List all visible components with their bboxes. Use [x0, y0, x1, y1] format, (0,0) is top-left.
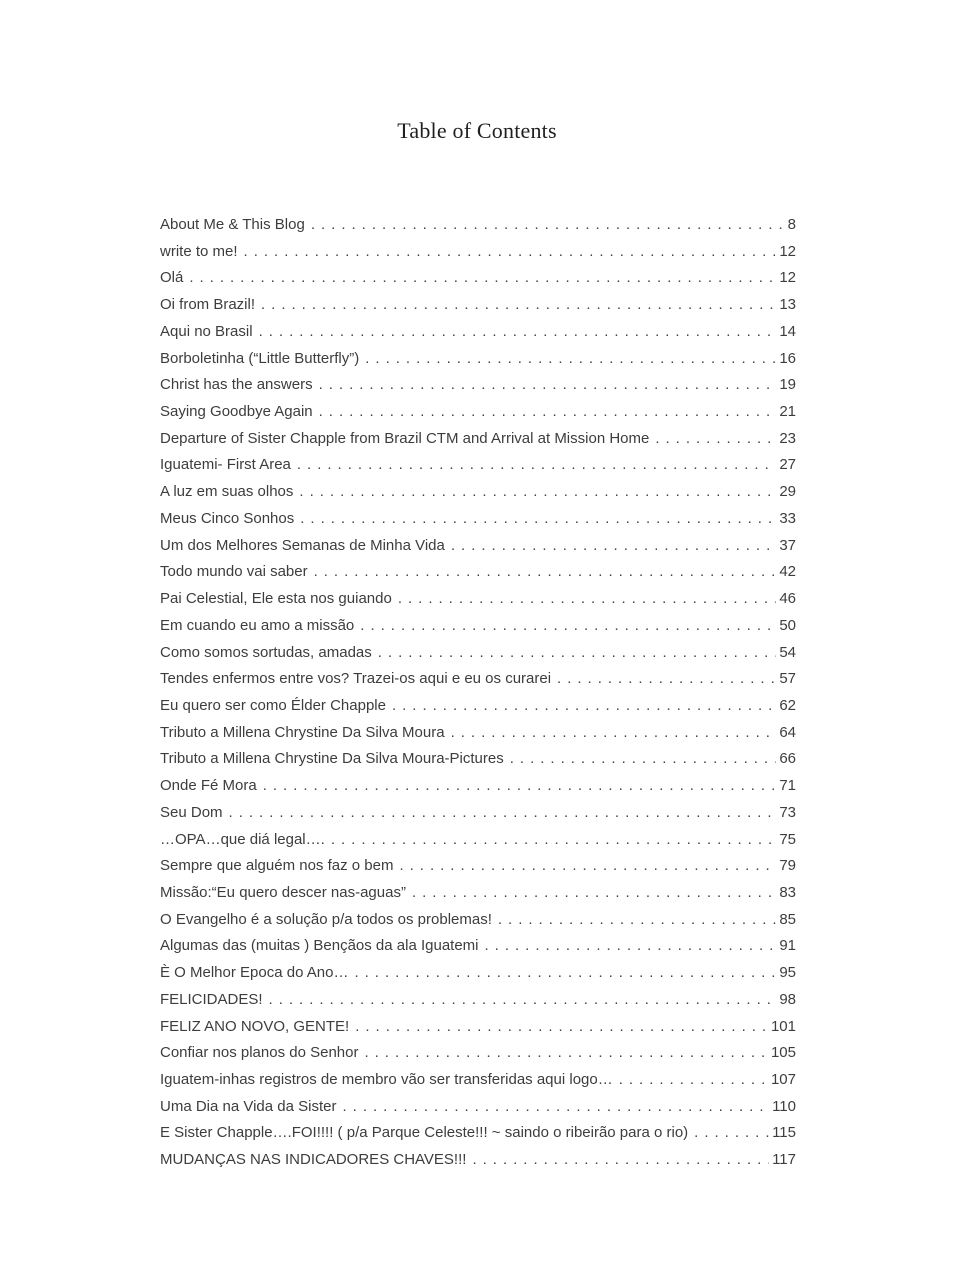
toc-entry-label: Confiar nos planos do Senhor — [160, 1044, 359, 1062]
dot-leader — [399, 853, 776, 880]
dot-leader — [229, 800, 777, 827]
toc-entry — [160, 933, 796, 960]
toc-entry-label: Algumas das (muitas ) Bençãos da ala Iguatemi — [160, 937, 479, 955]
toc-entry — [160, 399, 796, 426]
dot-leader — [364, 1040, 768, 1067]
toc-entry-label: Sempre que alguém nos faz o bem — [160, 857, 394, 875]
dot-leader — [259, 319, 777, 346]
toc-entry — [160, 773, 796, 800]
toc-entry-page: 91 — [779, 937, 796, 955]
toc-entry — [160, 372, 796, 399]
toc-entry-page: 13 — [779, 296, 796, 314]
toc-entry-page: 110 — [772, 1097, 796, 1115]
toc-entry-page: 71 — [779, 777, 796, 795]
toc-entry-label: Em cuando eu amo a missão — [160, 616, 355, 634]
toc-entry-page: 57 — [779, 670, 796, 688]
toc-entry-label: Aqui no Brasil — [160, 322, 253, 340]
toc-entry — [160, 452, 796, 479]
toc-entry-label: O Evangelho é a solução p/a todos os problemas! — [160, 910, 492, 928]
dot-leader — [378, 640, 777, 667]
toc-entry-label: Uma Dia na Vida da Sister — [160, 1097, 337, 1115]
dot-leader — [263, 773, 777, 800]
toc-entry-page: 95 — [779, 964, 796, 982]
toc-entry-page: 16 — [779, 349, 796, 367]
toc-entry — [160, 720, 796, 747]
dot-leader — [342, 1094, 769, 1121]
toc-entry-label: Tendes enfermos entre vos? Trazei-os aqui e eu os curarei — [160, 670, 552, 688]
toc-entry — [160, 426, 796, 453]
toc-entry-label: Borboletinha (“Little Butterfly”) — [160, 349, 360, 367]
dot-leader — [498, 907, 776, 934]
toc-entry-label: Tributo a Millena Chrystine Da Silva Moura-Pictures — [160, 750, 504, 768]
toc-entry-page: 79 — [779, 857, 796, 875]
toc-entry-page: 37 — [779, 536, 796, 554]
dot-leader — [557, 666, 776, 693]
toc-entry — [160, 1094, 796, 1121]
toc-entry-page: 8 — [787, 216, 796, 233]
toc-entry-label: Eu quero ser como Élder Chapple — [160, 696, 386, 714]
toc-entry — [160, 960, 796, 987]
toc-entry-label: Como somos sortudas, amadas — [160, 643, 372, 661]
toc-entry — [160, 693, 796, 720]
toc-entry — [160, 800, 796, 827]
dot-leader — [331, 827, 777, 854]
toc-entry — [160, 880, 796, 907]
toc-entry-label: Meus Cinco Sonhos — [160, 509, 295, 527]
toc-entry-page: 62 — [779, 696, 796, 714]
toc-entry-page: 83 — [779, 883, 796, 901]
toc-entry-label: …OPA…que diá legal…. — [160, 830, 325, 848]
toc-entry-page: 14 — [779, 322, 796, 340]
dot-leader — [360, 613, 776, 640]
toc-entry — [160, 1040, 796, 1067]
toc-entry — [160, 586, 796, 613]
toc-entry — [160, 1147, 796, 1174]
dot-leader — [300, 506, 776, 533]
dot-leader — [694, 1120, 769, 1147]
toc-entry-page: 64 — [779, 723, 796, 741]
toc-entry-label: Olá — [160, 269, 184, 287]
page-title: Table of Contents — [397, 118, 557, 143]
toc-entry-label: Oi from Brazil! — [160, 296, 256, 314]
toc-entry — [160, 559, 796, 586]
toc-entry — [160, 239, 796, 266]
toc-entry-page: 117 — [772, 1151, 796, 1169]
toc-entry — [160, 265, 796, 292]
dot-leader — [412, 880, 776, 907]
toc-entry-label: Missão:“Eu quero descer nas-aguas” — [160, 883, 406, 901]
dot-leader — [354, 960, 776, 987]
toc-entry — [160, 746, 796, 773]
toc-entry-page: 29 — [779, 483, 796, 501]
toc-list — [160, 212, 796, 1174]
toc-entry — [160, 533, 796, 560]
toc-entry — [160, 907, 796, 934]
dot-leader — [261, 292, 776, 319]
toc-entry-label: Todo mundo vai saber — [160, 563, 308, 581]
dot-leader — [392, 693, 776, 720]
toc-entry-page: 54 — [779, 643, 796, 661]
toc-entry-label: Um dos Melhores Semanas de Minha Vida — [160, 536, 445, 554]
toc-entry-label: FELICIDADES! — [160, 990, 263, 1008]
toc-entry-page: 66 — [779, 750, 796, 768]
toc-entry — [160, 666, 796, 693]
toc-entry — [160, 640, 796, 667]
toc-entry-label: Seu Dom — [160, 803, 223, 821]
dot-leader — [398, 586, 777, 613]
toc-entry — [160, 479, 796, 506]
toc-entry-label: About Me & This Blog — [160, 216, 305, 233]
toc-entry — [160, 212, 796, 239]
toc-entry-label: Onde Fé Mora — [160, 777, 257, 795]
toc-entry-page: 107 — [770, 1071, 796, 1088]
toc-entry-label: MUDANÇAS NAS INDICADORES CHAVES!!! — [160, 1151, 467, 1169]
dot-leader — [451, 533, 776, 560]
dot-leader — [355, 1014, 768, 1041]
toc-entry — [160, 987, 796, 1014]
toc-entry-page: 46 — [779, 590, 796, 608]
toc-entry — [160, 827, 796, 854]
toc-entry-label: Saying Goodbye Again — [160, 403, 313, 421]
dot-leader — [319, 399, 777, 426]
toc-entry-page: 85 — [779, 910, 796, 928]
toc-entry-label: Pai Celestial, Ele esta nos guiando — [160, 590, 392, 608]
toc-entry — [160, 346, 796, 373]
dot-leader — [244, 239, 777, 266]
toc-entry-page: 105 — [770, 1044, 796, 1062]
dot-leader — [269, 987, 777, 1014]
toc-entry-label: E Sister Chapple….FOI!!!! ( p/a Parque Celeste!!! ~ saindo o ribeirão para o rio) — [160, 1124, 689, 1142]
dot-leader — [314, 559, 777, 586]
dot-leader — [619, 1067, 768, 1094]
toc-entry-label: Iguatemi- First Area — [160, 456, 291, 474]
dot-leader — [655, 426, 776, 453]
dot-leader — [510, 746, 777, 773]
toc-entry-label: FELIZ ANO NOVO, GENTE! — [160, 1017, 350, 1035]
dot-leader — [299, 479, 776, 506]
toc-entry-page: 98 — [779, 990, 796, 1008]
dot-leader — [365, 346, 776, 373]
toc-entry-page: 75 — [779, 830, 796, 848]
toc-entry — [160, 319, 796, 346]
toc-entry — [160, 1120, 796, 1147]
toc-entry-label: A luz em suas olhos — [160, 483, 294, 501]
toc-entry — [160, 292, 796, 319]
toc-entry-label: Tributo a Millena Chrystine Da Silva Moura — [160, 723, 445, 741]
toc-entry — [160, 1067, 796, 1094]
dot-leader — [472, 1147, 769, 1174]
dot-leader — [485, 933, 777, 960]
toc-entry-page: 115 — [772, 1124, 796, 1142]
toc-entry-page: 50 — [779, 616, 796, 634]
toc-entry — [160, 853, 796, 880]
toc-entry-page: 12 — [779, 269, 796, 287]
toc-entry-label: Departure of Sister Chapple from Brazil CTM and Arrival at Mission Home — [160, 429, 650, 447]
dot-leader — [451, 720, 777, 747]
toc-entry-page: 73 — [779, 803, 796, 821]
toc-entry-label: write to me! — [160, 242, 238, 260]
toc-entry — [160, 613, 796, 640]
toc-entry-page: 23 — [779, 429, 796, 447]
dot-leader — [297, 452, 776, 479]
toc-entry-label: Christ has the answers — [160, 376, 313, 394]
toc-entry-page: 101 — [770, 1017, 796, 1035]
dot-leader — [311, 212, 785, 239]
dot-leader — [189, 265, 776, 292]
toc-entry-page: 12 — [779, 242, 796, 260]
toc-entry-page: 19 — [779, 376, 796, 394]
toc-entry-page: 42 — [779, 563, 796, 581]
toc-entry-label: Iguatem-inhas registros de membro vão ser transferidas aqui logo… — [160, 1071, 613, 1088]
toc-entry — [160, 506, 796, 533]
toc-entry-label: È O Melhor Epoca do Ano… — [160, 964, 349, 982]
toc-entry-page: 33 — [779, 509, 796, 527]
toc-entry-page: 27 — [779, 456, 796, 474]
toc-entry — [160, 1014, 796, 1041]
dot-leader — [319, 372, 777, 399]
toc-entry-page: 21 — [779, 403, 796, 421]
